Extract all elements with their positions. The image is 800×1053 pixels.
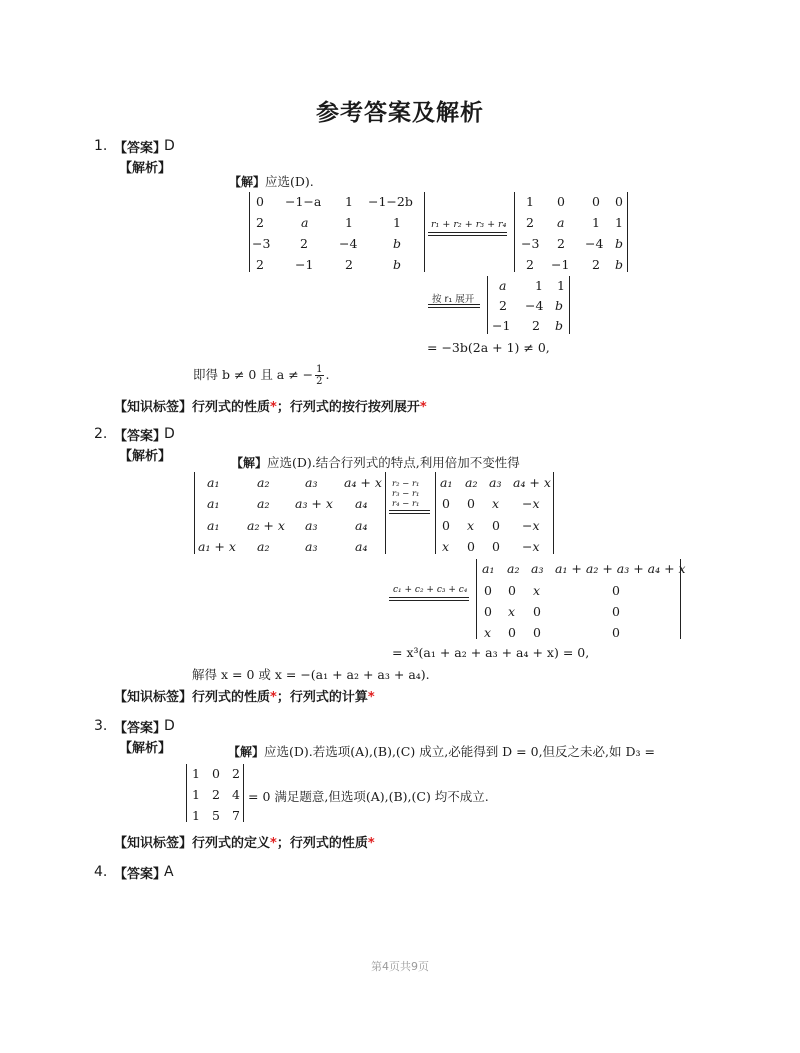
det-bar: [569, 276, 570, 334]
det-bar: [627, 192, 628, 272]
det-bar: [514, 192, 515, 272]
det-bar: [385, 472, 386, 554]
equals-bar: [428, 232, 507, 233]
page-footer: 第4页共9页: [371, 960, 429, 973]
det-bar: [186, 764, 187, 822]
equals-bar: [389, 513, 430, 514]
det-bar: [194, 472, 195, 554]
det-bar: [435, 472, 436, 554]
item-number: 4.: [94, 864, 108, 880]
det-bar: [249, 192, 250, 272]
equals-bar: [389, 600, 469, 601]
knowledge-tags: 【知识标签】行列式的性质*；行列式的按行按列展开*: [114, 400, 427, 415]
answer-value: D: [164, 426, 175, 442]
knowledge-tags: 【知识标签】行列式的定义*；行列式的性质*: [114, 836, 375, 851]
equals-bar: [389, 510, 430, 511]
equals-bar: [428, 304, 480, 305]
item-number: 1.: [94, 138, 108, 154]
answer-label: 【答案】: [114, 141, 167, 156]
det-bar: [476, 559, 477, 639]
result-line: = −3b(2a + 1) ≠ 0,: [427, 340, 550, 355]
det-bar: [243, 764, 244, 822]
answer-label: 【答案】: [114, 429, 167, 444]
solution-line: 【解】应选(D).结合行列式的特点,利用倍加不变性得: [231, 455, 520, 470]
row-operation: r₁ + r₂ + r₃ + r₄: [431, 219, 507, 230]
conclusion-line: 解得 x = 0 或 x = −(a₁ + a₂ + a₃ + a₄).: [192, 667, 430, 682]
conclusion-line: 即得 b ≠ 0 且 a ≠ − $\frac{1}{2}$ .: [193, 364, 330, 387]
column-operation: c₁ + c₂ + c₃ + c₄: [393, 585, 468, 595]
result-line: = 0 满足题意,但选项(A),(B),(C) 均不成立.: [248, 789, 489, 804]
item-number: 2.: [94, 426, 108, 442]
item-number: 3.: [94, 718, 108, 734]
expand-operation: 按 r₁ 展开: [432, 294, 475, 305]
answer-label: 【答案】: [114, 867, 167, 882]
det-bar: [487, 276, 488, 334]
result-line: = x³(a₁ + a₂ + a₃ + a₄ + x) = 0,: [392, 645, 590, 660]
solution-line: 【解】应选(D).: [229, 174, 314, 189]
solution-line: 【解】应选(D).若选项(A),(B),(C) 成立,必能得到 D = 0,但反之未必,如 D₃ =: [228, 744, 655, 759]
analysis-label: 【解析】: [119, 741, 172, 756]
page-title: 参考答案及解析: [316, 100, 484, 126]
equals-bar: [428, 307, 480, 308]
knowledge-tags: 【知识标签】行列式的性质*；行列式的计算*: [114, 690, 375, 705]
det-bar: [553, 472, 554, 554]
answer-value: D: [164, 138, 175, 154]
det-bar: [424, 192, 425, 272]
answer-label: 【答案】: [114, 721, 167, 736]
answer-value: A: [164, 864, 174, 880]
equals-bar: [428, 235, 507, 236]
analysis-label: 【解析】: [119, 161, 172, 176]
analysis-label: 【解析】: [119, 449, 172, 464]
equals-bar: [389, 597, 469, 598]
answer-value: D: [164, 718, 175, 734]
